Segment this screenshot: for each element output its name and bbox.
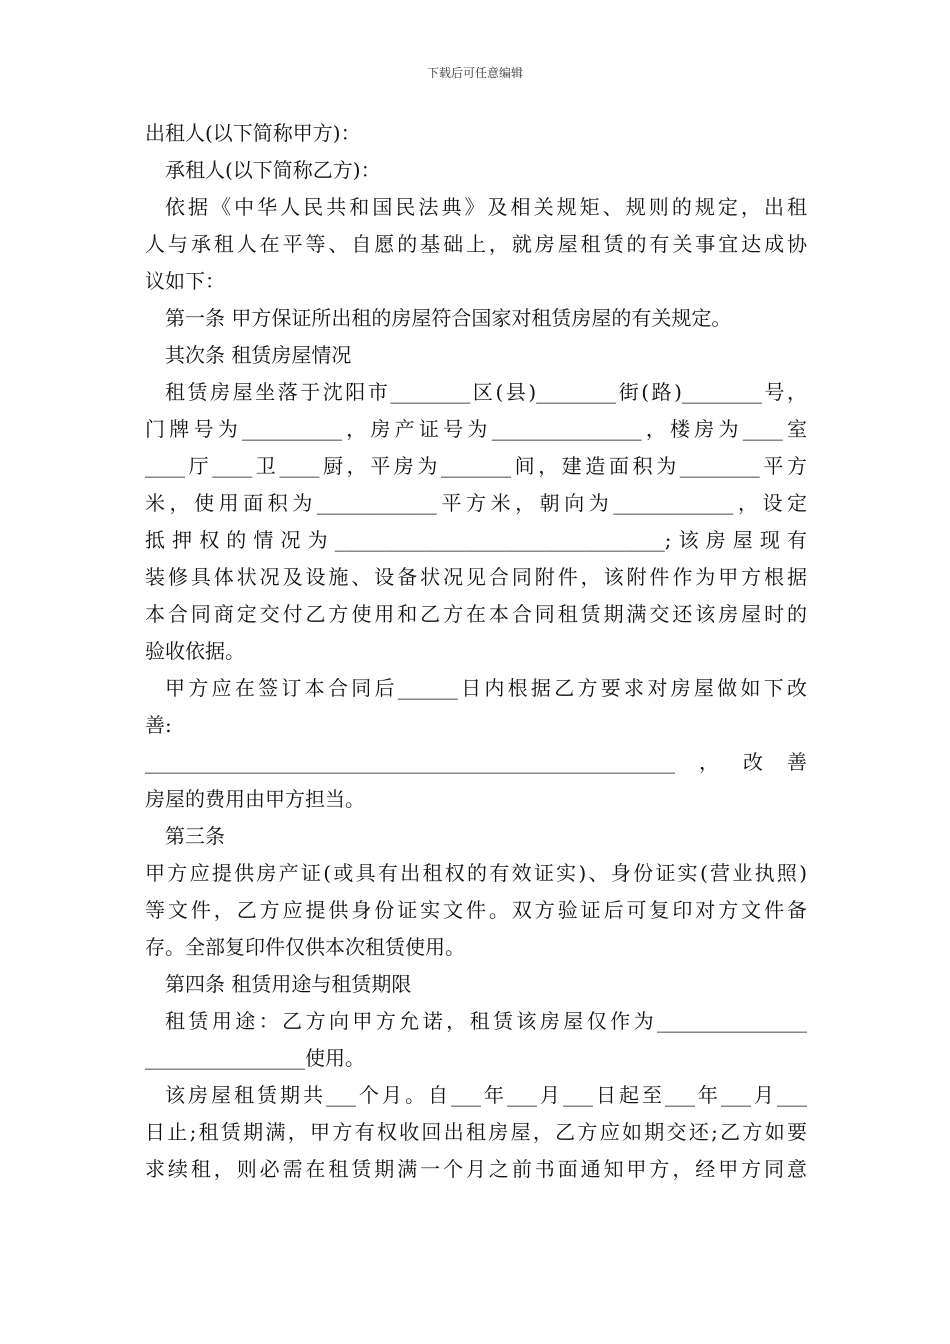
contract-line: 该房屋租赁期共___个月。自___年___月___日起至___年___月___: [165, 1083, 807, 1107]
contract-line: 装修具体状况及设施、设备状况见合同附件，该附件作为甲方根据: [145, 565, 807, 589]
contract-line: 承租人(以下简称乙方)：: [165, 158, 381, 182]
contract-line: 第三条: [165, 824, 225, 848]
contract-line: 第四条 租赁用途与租赁期限: [165, 972, 412, 996]
contract-line: ________________使用。: [145, 1046, 365, 1070]
contract-line: 抵押权的情况为_________________________________;该房屋现有: [145, 528, 807, 552]
contract-line: 房屋的费用由甲方担当。: [145, 787, 365, 811]
contract-line: 本合同商定交付乙方使用和乙方在本合同租赁期满交还该房屋时的: [145, 602, 807, 626]
contract-line: 甲方应在签订本合同后______日内根据乙方要求对房屋做如下改: [165, 676, 807, 700]
contract-line: 租赁房屋坐落于沈阳市________区(县)________街(路)________号，: [165, 380, 807, 404]
contract-body: [145, 115, 807, 1188]
contract-line: 出租人(以下简称甲方)：: [145, 121, 361, 145]
contract-line: 等文件，乙方应提供身份证实文件。双方验证后可复印对方文件备: [145, 898, 807, 922]
contract-line: 善:: [145, 713, 172, 737]
contract-line: ____厅____卫____厨，平房为_______间，建造面积为________平方: [145, 454, 807, 478]
contract-line: 人与承租人在平等、自愿的基础上，就房屋租赁的有关事宜达成协: [145, 232, 807, 256]
contract-line: 第一条 甲方保证所出租的房屋符合国家对租赁房屋的有关规定。: [165, 306, 732, 330]
contract-line: 依据《中华人民共和国民法典》及相关规矩、规则的规定，出租: [165, 195, 807, 219]
contract-line: 租赁用途：乙方向甲方允诺，租赁该房屋仅作为_______________: [165, 1009, 807, 1033]
page-header-note: 下载后可任意编辑: [426, 66, 523, 80]
contract-line: _____________________________________________________，改善: [145, 750, 807, 774]
contract-line: 米，使用面积为____________平方米，朝向为____________，设定: [145, 491, 807, 515]
contract-line: 门牌号为__________，房产证号为_______________，楼房为____室: [145, 417, 807, 441]
contract-line: 验收依据。: [145, 639, 245, 663]
contract-line: 存。全部复印件仅供本次租赁使用。: [145, 935, 465, 959]
contract-line: 求续租，则必需在租赁期满一个月之前书面通知甲方，经甲方同意: [145, 1157, 807, 1181]
contract-line: 日止;租赁期满，甲方有权收回出租房屋，乙方应如期交还;乙方如要: [145, 1120, 807, 1144]
contract-line: 议如下：: [145, 269, 225, 293]
contract-line: 甲方应提供房产证(或具有出租权的有效证实)、身份证实(营业执照): [145, 861, 807, 885]
contract-line: 其次条 租赁房屋情况: [165, 343, 352, 367]
